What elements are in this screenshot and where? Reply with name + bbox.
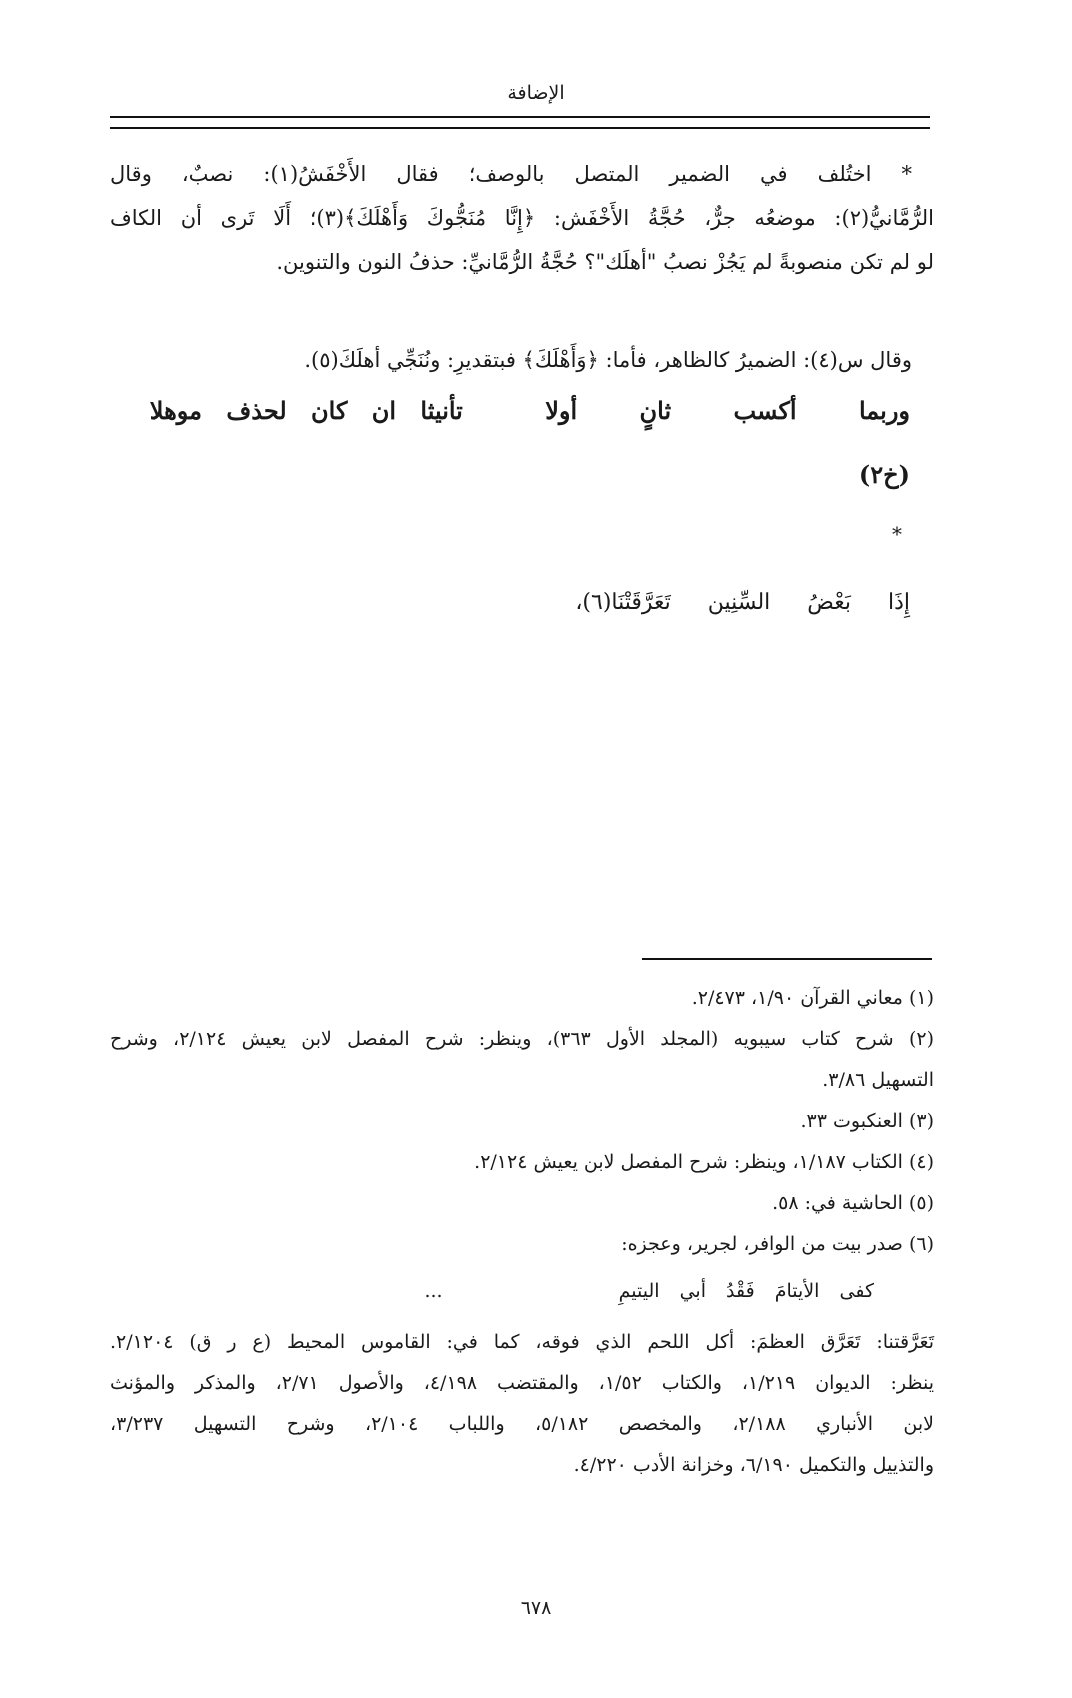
verse-line <box>140 396 910 425</box>
footnote-rule <box>642 958 932 960</box>
paragraph-line: * اختُلف في الضمير المتصل بالوصف؛ فقال الأَخْفَشُ(١): نصبٌ، وقال <box>110 162 912 186</box>
footnote-1: (١) معاني القرآن ١/٩٠، ٢/٤٧٣. <box>691 987 934 1009</box>
verse-word: موهلا <box>149 396 202 425</box>
verse-word: كان <box>311 396 348 425</box>
footnote-line: ينظر: الديوان ١/٢١٩، والكتاب ١/٥٢، والمقتضب ٤/١٩٨، والأصول ٢/٧١، والمذكر والمؤنث <box>110 1372 935 1394</box>
footnote-5: (٥) الحاشية في: ٥٨. <box>772 1192 934 1214</box>
footnote-line: تَعَرَّقتنا: تَعَرَّق العظمَ: أكل اللحم الذي فوقه، كما في: القاموس المحيط (ع ر ق) ٢/١٢٠٤. <box>110 1331 934 1353</box>
verse-word: فَقْدُ <box>726 1280 755 1302</box>
footnote-2-continued: التسهيل ٣/٨٦. <box>822 1069 934 1091</box>
hemistich-word: السِّنِين <box>707 590 771 615</box>
running-title: الإضافة <box>507 82 565 104</box>
footnote-3: (٣) العنكبوت ٣٣. <box>800 1110 934 1132</box>
verse-word: ان <box>371 396 397 425</box>
header-rule-thick <box>110 116 930 118</box>
footnote-6-notes <box>110 1322 934 1486</box>
verse-word: اليتيمِ <box>618 1280 660 1302</box>
paragraph-line: لو لم تكن منصوبةً لم يَجُزْ نصبُ "أهلَك"؟ حُجَّةُ الرُّمَّانيِّ: حذفُ النون والتنوين. <box>276 250 934 274</box>
footnote-line: لابن الأنباري ٢/١٨٨، والمخصص ٥/١٨٢، واللباب ٢/١٠٤، وشرح التسهيل ٣/٢٣٧، <box>110 1413 934 1435</box>
footnotes <box>110 978 934 1486</box>
page-number: ٦٧٨ <box>520 1597 552 1619</box>
hemistich-word: بَعْضُ <box>807 590 851 615</box>
footnote-2: (٢) شرح كتاب سيبويه (المجلد الأول ٣٦٣)، وينظر: شرح المفصل لابن يعيش ٢/١٢٤، وشرح <box>110 1028 934 1050</box>
header-rule-thin <box>110 127 930 129</box>
paragraph-sibawayh: وقال س(٤): الضميرُ كالظاهر، فأما: ﴿وَأَهْلَكَ﴾ فبتقديرِ: ونُنَجِّي أهلَكَ(٥). <box>304 348 912 372</box>
footnote-4: (٤) الكتاب ١/١٨٧، وينظر: شرح المفصل لابن يعيش ٢/١٢٤. <box>474 1151 934 1173</box>
hemistich-word: تَعَرَّقَتْنَا(٦)، <box>575 590 671 615</box>
footnote-6-verse <box>110 1271 934 1312</box>
verse-word: الأيتامَ <box>774 1280 820 1302</box>
verse-word: وربما <box>858 396 910 425</box>
verse-word: أبي <box>679 1280 706 1302</box>
hemistich-word: إِذَا <box>887 590 910 615</box>
verse-word: ثانٍ <box>639 396 672 425</box>
verse-word: أكسب <box>733 396 797 425</box>
footnote-6: (٦) صدر بيت من الوافر، لجرير، وعجزه: <box>621 1233 934 1255</box>
verse-word: لحذف <box>226 396 287 425</box>
verse-word: أولا <box>545 396 578 425</box>
hemistich-line <box>545 590 910 615</box>
paragraph-ikhtilaf <box>110 152 934 284</box>
verse-code: (خ٢) <box>858 460 910 489</box>
footnote-line: والتذييل والتكميل ٦/١٩٠، وخزانة الأدب ٤/٢٢٠. <box>573 1454 934 1476</box>
paragraph-line: الرُّمَّانيُّ(٢): موضعُه جرٌّ، حُجَّةُ الأَخْفَش: ﴿إِنَّا مُنَجُّوكَ وَأَهْلَكَ﴾(٣)؛ أَلَا تَرى أن الكاف <box>110 206 934 230</box>
verse-word: تأنيثا <box>420 396 463 425</box>
verse-word: كفى <box>839 1280 874 1302</box>
section-star: * <box>892 522 902 546</box>
verse-ellipsis: ... <box>424 1280 443 1302</box>
